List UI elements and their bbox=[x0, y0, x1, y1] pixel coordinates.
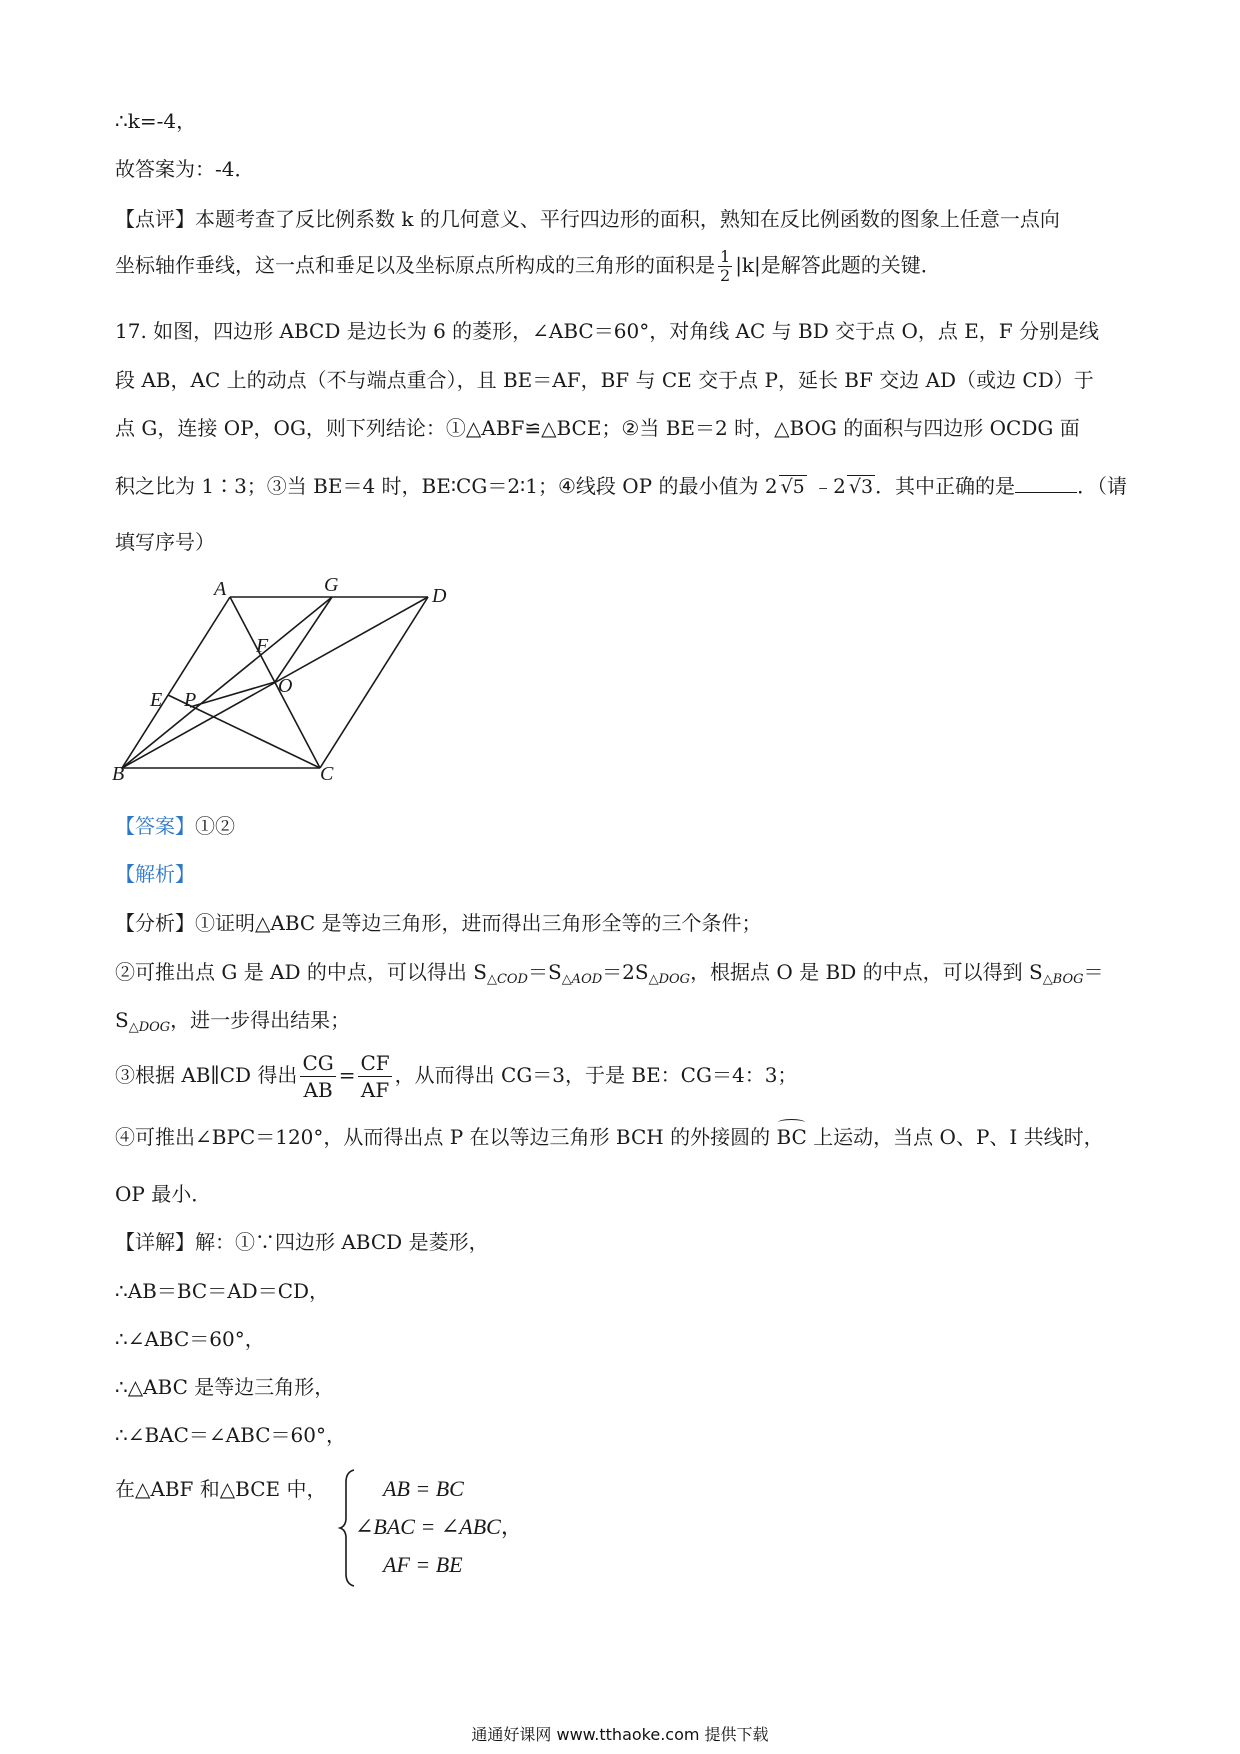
step3-line: ③根据 AB∥CD 得出 $\frac{CG}{AB}$ = $\frac{CF}{AF}$ ，从而得出 CG＝3，于是 BE：CG＝4：3； bbox=[115, 1051, 798, 1102]
label-G: G bbox=[324, 574, 339, 596]
rhombus-figure bbox=[110, 574, 447, 785]
segment-BG bbox=[122, 597, 332, 768]
label-C: C bbox=[320, 763, 334, 785]
question-line-3: 点 G，连接 OP，OG，则下列结论：①△ABF≌△BCE；②当 BE＝2 时，△BOG 的面积与四边形 OCDG 面 bbox=[115, 416, 1080, 440]
analysis-heading bbox=[115, 860, 195, 888]
sqrt-3: √3 bbox=[848, 476, 874, 498]
review-tag: 【点评】 bbox=[115, 207, 195, 231]
text-line-k: ∴k=-4， bbox=[115, 109, 197, 133]
text-line-answer-prev: 故答案为：-4． bbox=[115, 157, 255, 181]
label-P: P bbox=[184, 689, 197, 711]
label-A: A bbox=[214, 578, 227, 600]
label-O: O bbox=[278, 675, 293, 697]
system-intro: 在△ABF 和△BCE 中， bbox=[115, 1477, 327, 1501]
edge-CD bbox=[320, 597, 428, 768]
step2-line-2: $S_{\triangle DOG}$，进一步得出结果； bbox=[115, 1008, 351, 1035]
fraction-cf-af: $\frac{CF}{AF}$ bbox=[360, 1051, 390, 1102]
label-B: B bbox=[112, 763, 125, 785]
fraction-cg-ab: $\frac{CG}{AB}$ bbox=[302, 1051, 334, 1102]
segment-OP bbox=[190, 682, 275, 707]
segment-OG bbox=[275, 597, 332, 682]
fenxi-line: 【分析】①证明△ABC 是等边三角形，进而得出三角形全等的三个条件； bbox=[115, 911, 762, 935]
solution-line-3: ∴△ABC 是等边三角形， bbox=[115, 1375, 335, 1399]
review-line-1: 【点评】本题考查了反比例系数 k 的几何意义、平行四边形的面积，熟知在反比例函数的图象上任意一点向 bbox=[115, 207, 1060, 231]
condition-1: AB = BC bbox=[383, 1476, 464, 1501]
solution-line-2: ∴∠ABC＝60°， bbox=[115, 1327, 265, 1351]
answer-value: ①② bbox=[195, 814, 235, 838]
answer-blank bbox=[1015, 472, 1077, 493]
question-line-1: 17. 如图，四边形 ABCD 是边长为 6 的菱形，∠ABC＝60°，对角线 AC 与 BD 交于点 O，点 E，F 分别是线 bbox=[115, 319, 1100, 343]
detail-line: 【详解】解：①∵四边形 ABCD 是菱形， bbox=[115, 1230, 489, 1254]
solution-line-4: ∴∠BAC＝∠ABC＝60°， bbox=[115, 1423, 346, 1447]
sqrt-5: √5 bbox=[780, 476, 805, 498]
condition-2: ∠BAC = ∠ABC， bbox=[355, 1514, 523, 1539]
congruence-conditions bbox=[355, 1470, 523, 1584]
answer-tag: 【答案】 bbox=[115, 814, 195, 838]
page-footer: 通通好课网 www.tthaoke.com 提供下载 bbox=[471, 1725, 769, 1744]
label-D: D bbox=[432, 585, 447, 607]
label-F: F bbox=[256, 635, 269, 657]
question-line-4: 积之比为 1∶3；③当 BE＝4 时，BE∶CG＝2∶1；④线段 OP 的最小值为 2 √5 ﹣2 √3 ．其中正确的是 ．（请 bbox=[115, 474, 1128, 498]
question-line-2: 段 AB，AC 上的动点（不与端点重合），且 BE＝AF，BF 与 CE 交于点 P，延长 BF 交边 AD（或边 CD）于 bbox=[115, 368, 1094, 392]
answer-line bbox=[115, 812, 235, 840]
arc-bc: BC bbox=[776, 1125, 807, 1149]
label-E: E bbox=[150, 689, 163, 711]
solution-line-1: ∴AB＝BC＝AD＝CD， bbox=[115, 1279, 330, 1303]
question-line-5: 填写序号） bbox=[115, 530, 215, 554]
edge-AB bbox=[122, 597, 230, 768]
step4-line-1: ④可推出∠BPC＝120°，从而得出点 P 在以等边三角形 BCH 的外接圆的 BC 上运动，当点 O、P、I 共线时， bbox=[115, 1125, 1104, 1149]
review-line-2: 坐标轴作垂线，这一点和垂足以及坐标原点所构成的三角形的面积是 $\frac{1}{2}$ |k|是解答此题的关键． bbox=[115, 247, 941, 285]
condition-3: AF = BE bbox=[383, 1552, 463, 1577]
analysis-tag: 【解析】 bbox=[115, 862, 195, 886]
step2-line-1: ②可推出点 G 是 AD 的中点，可以得出 $S_{\triangle COD}=S_{\triangle AOD}=2S_{\triangle DOG}$，根据点 O 是 BD 的中点，可以得到 $S_{\triangle BOG}=$ bbox=[115, 960, 1104, 987]
half-fraction: $\frac{1}{2}$ bbox=[720, 247, 731, 285]
step4-line-2: OP 最小． bbox=[115, 1182, 212, 1206]
